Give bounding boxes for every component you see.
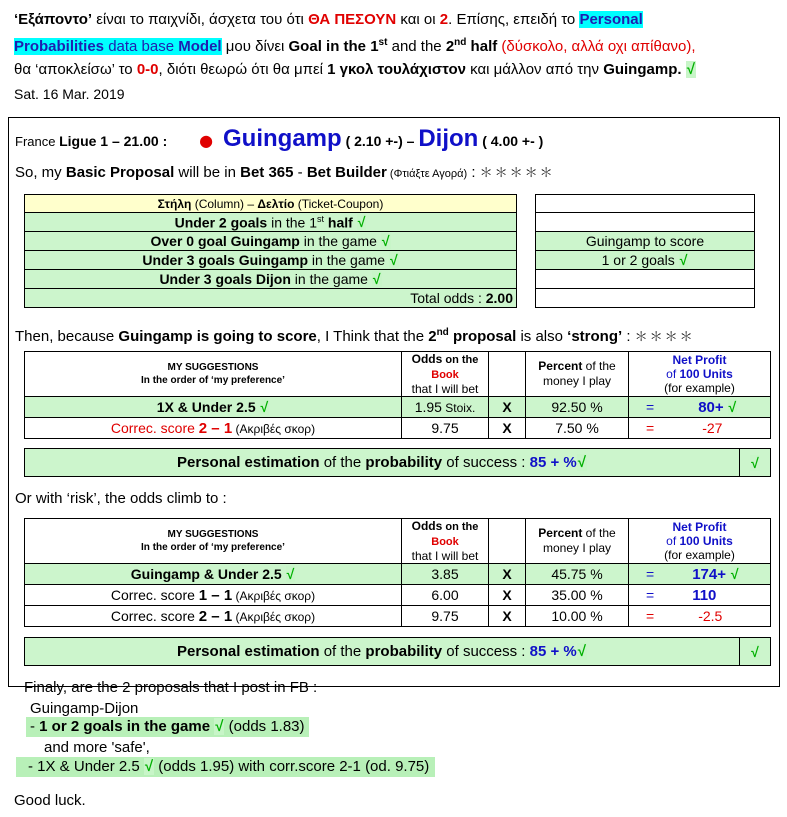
intro-highlight: data base — [104, 38, 179, 55]
intro-text: θα ‘αποκλείσω’ το — [14, 61, 137, 78]
intro-paragraph — [14, 8, 779, 81]
then-bold: 2 — [428, 328, 437, 345]
league-time: Ligue 1 – 21.00 : — [59, 133, 168, 149]
row-percent: 10.00 % — [526, 606, 629, 627]
row-odds: 3.85 — [402, 564, 489, 585]
row-profit — [629, 418, 771, 439]
col-suggestions — [25, 352, 402, 397]
check-icon: √ — [686, 61, 695, 78]
basic-bold: Bet Builder — [306, 164, 387, 181]
row-percent: 92.50 % — [526, 397, 629, 418]
home-odds: ( 2.10 +-) – — [345, 133, 415, 149]
intro-red: 0-0 — [136, 61, 159, 78]
row-name-score: 1 – 1 — [198, 586, 233, 604]
table-row — [25, 585, 771, 606]
eq-sign: = — [646, 565, 655, 582]
coupon-row-b: Under 2 goals — [174, 214, 268, 231]
check-icon: √ — [577, 643, 586, 660]
header-text: Net Profit — [672, 520, 727, 534]
est-value: 85 + % — [529, 454, 577, 471]
coupon-row-t: in the game — [299, 233, 377, 249]
header-text: money I play — [542, 374, 612, 388]
row-odds: 9.75 — [402, 418, 489, 439]
basic-bold: Basic Proposal — [65, 164, 175, 181]
intro-sup: nd — [454, 37, 467, 48]
away-odds: ( 4.00 +- ) — [482, 133, 544, 149]
est-bold: Personal estimation — [177, 454, 320, 471]
side-cell — [536, 251, 755, 270]
row-note: (Ακριβές σκορ) — [232, 421, 316, 436]
row-x: X — [489, 564, 526, 585]
basic-text: : — [467, 164, 480, 181]
check-icon: √ — [728, 398, 737, 415]
intro-bold: Guingamp. — [603, 61, 682, 78]
estimation-check — [740, 449, 771, 477]
coupon-header-b: Στήλη — [157, 196, 192, 211]
away-team: Dijon — [418, 125, 479, 152]
row-profit — [629, 585, 771, 606]
basic-small: (Φτιάξτε Αγορά) — [386, 168, 468, 180]
row-note: (Ακριβές σκορ) — [232, 609, 316, 624]
check-icon: √ — [286, 566, 295, 582]
header-text: that I will bet — [411, 549, 479, 563]
intro-highlight: Model — [178, 38, 222, 55]
row-x: X — [489, 397, 526, 418]
header-text: In the order of ‘my preference’ — [141, 542, 285, 553]
table-row — [25, 606, 771, 627]
league-label: France — [15, 134, 60, 149]
basic-text: will be in — [174, 164, 241, 181]
row-name — [25, 606, 402, 627]
check-icon: √ — [144, 758, 154, 775]
header-text: money I play — [542, 541, 612, 555]
row-name-score: 2 – 1 — [198, 607, 233, 625]
intro-text: και μάλλον από την — [465, 61, 604, 78]
total-value: 2.00 — [485, 290, 513, 306]
odds-note: Stoix. — [441, 401, 476, 415]
side-cell — [536, 270, 755, 289]
check-icon: √ — [260, 399, 269, 415]
check-icon: √ — [577, 454, 586, 471]
col-percent — [526, 352, 629, 397]
intro-bold: 1 γκολ τουλάχιστον — [327, 61, 466, 78]
proposal-2-odds: (odds 1.95) with corr.score 2-1 (od. 9.75) — [154, 758, 430, 775]
coupon-row-sup: st — [317, 213, 325, 224]
proposal-1-odds: (odds 1.83) — [224, 718, 305, 735]
row-name-text: Correc. score — [110, 607, 199, 624]
est-value: 85 + % — [529, 643, 577, 660]
table-row — [25, 418, 771, 439]
check-icon: √ — [357, 214, 366, 231]
est-text: of the — [319, 643, 366, 660]
est-text: of the — [319, 454, 366, 471]
then-text: , I Think that the — [316, 328, 429, 345]
est-bold: probability — [365, 643, 443, 660]
header-text: Odds — [411, 519, 443, 533]
check-icon: √ — [730, 565, 739, 582]
header-text: on the — [442, 354, 479, 366]
row-percent: 45.75 % — [526, 564, 629, 585]
check-icon: √ — [215, 718, 224, 735]
risk-line: Or with ‘risk’, the odds climb to : — [15, 490, 227, 507]
col-x — [489, 519, 526, 564]
est-bold: Personal estimation — [177, 643, 320, 660]
final-line-1: Finaly, are the 2 proposals that I post in FB : — [24, 679, 318, 696]
basic-proposal — [15, 162, 555, 181]
intro-red: 2 — [439, 11, 449, 28]
coupon-row — [25, 232, 517, 251]
final-line-2: Guingamp-Dijon — [30, 700, 139, 717]
odds-value: 1.95 — [414, 399, 442, 415]
side-cell — [536, 213, 755, 232]
header-text: Net Profit — [672, 353, 727, 367]
side-cell: Guingamp to score — [536, 232, 755, 251]
check-icon: √ — [381, 233, 390, 249]
row-profit — [629, 606, 771, 627]
check-icon: √ — [372, 271, 381, 287]
header-text: 100 Units — [679, 367, 733, 381]
est-text: of success : — [442, 454, 530, 471]
then-text: is also — [516, 328, 568, 345]
header-text: Book — [431, 369, 459, 381]
check-icon: √ — [679, 252, 688, 268]
final-proposal-1 — [26, 717, 309, 737]
coupon-row — [25, 251, 517, 270]
coupon-row-t: in the game — [308, 252, 386, 268]
intro-half: half — [466, 38, 498, 55]
basic-text: - — [293, 164, 307, 181]
good-luck: Good luck. — [14, 792, 86, 809]
coupon-row-t: in the game — [290, 271, 368, 287]
row-x: X — [489, 585, 526, 606]
estimation-1 — [24, 448, 771, 477]
intro-text: and the — [387, 38, 446, 55]
header-text: 100 Units — [679, 534, 733, 548]
then-text: : — [622, 328, 635, 345]
bullet-icon: ● — [199, 131, 214, 150]
header-text: of — [666, 534, 680, 548]
side-cell — [536, 289, 755, 308]
proposal-2-text: 1X & Under 2.5 — [37, 758, 140, 775]
row-x: X — [489, 418, 526, 439]
row-percent: 35.00 % — [526, 585, 629, 606]
check-icon: √ — [389, 252, 398, 268]
final-line-4: and more 'safe', — [44, 739, 150, 756]
coupon-side-table — [535, 194, 755, 308]
estimation-text — [25, 449, 740, 477]
row-odds: 6.00 — [402, 585, 489, 606]
row-name — [25, 397, 402, 418]
eq-sign: = — [646, 420, 655, 436]
row-profit — [629, 397, 771, 418]
header-text: Percent — [538, 359, 583, 373]
coupon-row — [25, 213, 517, 232]
intro-text: . Επίσης, επειδή το — [448, 11, 580, 28]
dash: - — [28, 758, 38, 775]
table-row — [25, 564, 771, 585]
intro-quote: ‘Εξάποντο’ — [14, 11, 93, 28]
row-name-text: 1X & Under 2.5 — [156, 399, 256, 415]
col-odds — [402, 519, 489, 564]
row-name — [25, 564, 402, 585]
eq-sign: = — [646, 398, 655, 415]
intro-red: (δύσκολο, αλλά οχι απίθανο), — [497, 38, 696, 55]
stars-icon: ＊＊＊＊ — [634, 330, 695, 345]
row-name-text: Guingamp & Under 2.5 — [130, 566, 282, 582]
date: Sat. 16 Mar. 2019 — [14, 86, 125, 102]
est-text: of success : — [442, 643, 530, 660]
intro-text: , διότι θεωρώ ότι θα μπεί — [158, 61, 328, 78]
profit-value: -27 — [702, 420, 723, 436]
suggestions-table-2 — [24, 518, 771, 627]
col-net-profit — [629, 519, 771, 564]
estimation-2 — [24, 637, 771, 666]
row-x: X — [489, 606, 526, 627]
basic-text: So, my — [15, 164, 66, 181]
stars-icon: ＊＊＊＊＊ — [479, 166, 555, 181]
coupon-row — [25, 270, 517, 289]
row-name-text: Correc. score — [110, 586, 199, 603]
home-team: Guingamp — [223, 125, 342, 152]
check-icon: √ — [751, 643, 759, 660]
header-text: on the — [442, 521, 479, 533]
intro-goal: Goal in the 1 — [288, 38, 379, 55]
coupon-row-t: in the 1 — [267, 214, 318, 231]
check-icon: √ — [751, 454, 759, 471]
basic-bold: Bet 365 — [240, 164, 294, 181]
coupon-total — [25, 289, 517, 308]
row-odds: 9.75 — [402, 606, 489, 627]
col-suggestions — [25, 519, 402, 564]
then-text: Then, because — [15, 328, 119, 345]
intro-highlight: Probabilities — [14, 38, 105, 55]
estimation-check — [740, 638, 771, 666]
then-bold: Guingamp is going to score — [118, 328, 317, 345]
header-text: that I will bet — [411, 382, 479, 396]
coupon-header — [25, 195, 517, 213]
coupon-row-b: half — [324, 214, 353, 231]
coupon-header-t: (Ticket-Coupon) — [294, 196, 384, 211]
header-text: of — [666, 367, 680, 381]
match-line — [15, 124, 775, 154]
profit-value: 110 — [692, 586, 717, 604]
intro-sup: st — [378, 37, 388, 48]
profit-value: 80+ — [698, 398, 724, 416]
profit-value: 174+ — [692, 565, 726, 583]
total-label: Total odds : — [410, 290, 486, 306]
header-text: of the — [582, 526, 616, 540]
coupon-row-b: Under 3 goals Dijon — [159, 271, 291, 287]
header-text: (for example) — [664, 548, 735, 562]
side-text: 1 or 2 goals — [601, 252, 675, 268]
intro-text: μου δίνει — [221, 38, 289, 55]
estimation-text — [25, 638, 740, 666]
coupon-header-t: (Column) – — [191, 196, 258, 211]
eq-sign: = — [646, 586, 655, 603]
then-sup: nd — [436, 327, 449, 338]
eq-sign: = — [646, 608, 655, 624]
intro-highlight: Personal — [579, 11, 643, 28]
col-odds — [402, 352, 489, 397]
header-text: MY SUGGESTIONS — [167, 529, 259, 540]
header-text: MY SUGGESTIONS — [167, 362, 259, 373]
intro-text: είναι το παιχνίδι, άσχετα του ότι — [92, 11, 309, 28]
suggestions-table-1 — [24, 351, 771, 439]
dash: - — [30, 718, 40, 735]
coupon-row-b: Over 0 goal Guingamp — [150, 233, 300, 249]
then-bold: ‘strong’ — [567, 328, 623, 345]
col-net-profit — [629, 352, 771, 397]
side-cell — [536, 195, 755, 213]
est-bold: probability — [365, 454, 443, 471]
header-text: Odds — [411, 352, 443, 366]
intro-text: και οι — [396, 11, 440, 28]
row-note: (Ακριβές σκορ) — [232, 588, 316, 603]
coupon-row-b: Under 3 goals Guingamp — [142, 252, 309, 268]
row-name-score: 2 – 1 — [198, 419, 233, 437]
coupon-header-b: Δελτίο — [257, 196, 295, 211]
col-percent — [526, 519, 629, 564]
header-text: (for example) — [664, 381, 735, 395]
coupon-table — [24, 194, 517, 308]
profit-value: -2.5 — [698, 608, 723, 624]
header-text: of the — [582, 359, 616, 373]
row-percent: 7.50 % — [526, 418, 629, 439]
header-text: Book — [431, 536, 459, 548]
row-name — [25, 418, 402, 439]
row-profit — [629, 564, 771, 585]
then-bold: proposal — [448, 328, 517, 345]
table-row — [25, 397, 771, 418]
header-text: Percent — [538, 526, 583, 540]
header-text: In the order of ‘my preference’ — [141, 375, 285, 386]
intro-half: 2 — [445, 38, 455, 55]
intro-red: ΘΑ ΠΕΣΟΥΝ — [308, 11, 397, 28]
row-name — [25, 585, 402, 606]
row-odds — [402, 397, 489, 418]
proposal-1-text: 1 or 2 goals in the game — [39, 718, 211, 735]
then-line — [15, 326, 695, 345]
final-proposal-2 — [16, 757, 435, 777]
col-x — [489, 352, 526, 397]
row-name-text: Correc. score — [110, 419, 199, 436]
